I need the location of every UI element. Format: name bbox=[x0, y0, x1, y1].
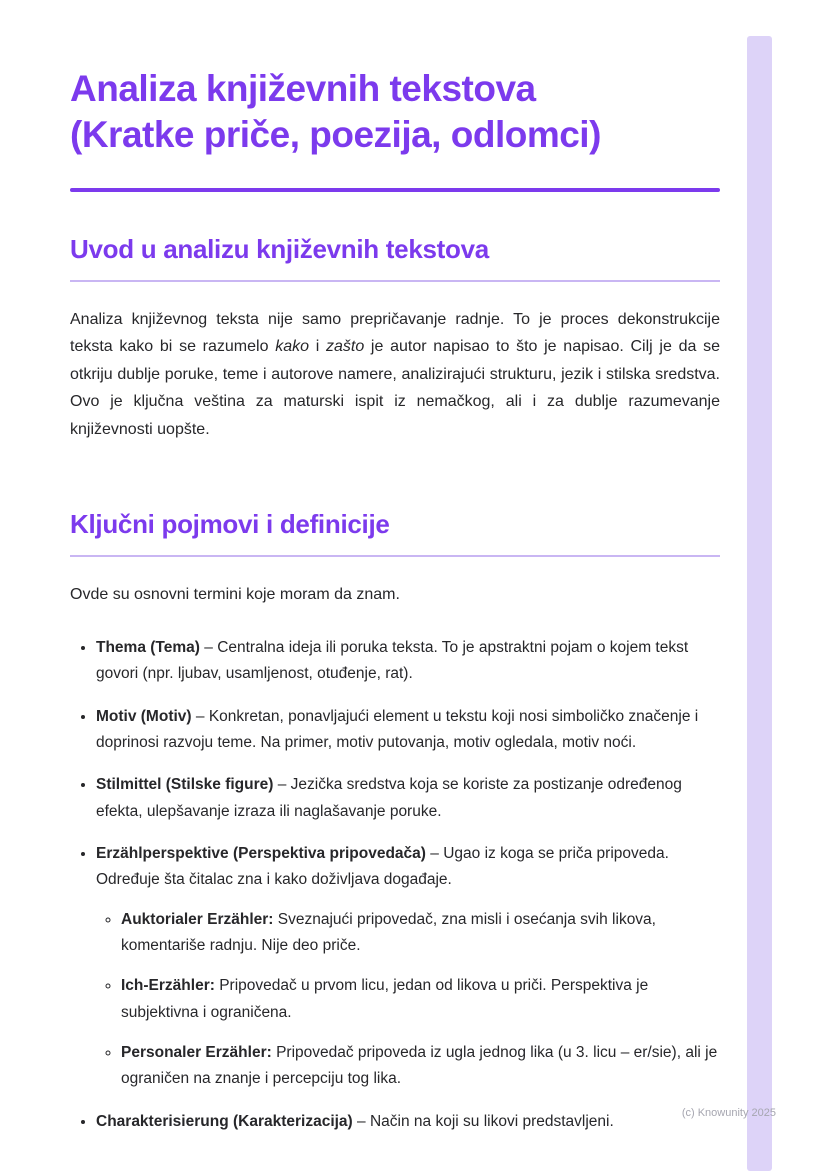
term-dash: – bbox=[204, 638, 213, 656]
term-item-stilmittel bbox=[96, 772, 720, 825]
term-label: Charakterisierung (Karakterizacija) bbox=[96, 1112, 353, 1130]
terms-list bbox=[70, 635, 720, 1135]
term-desc: Jezička sredstva koja se koriste za postizanje određenog efekta, ulepšavanje izraza ili naglašavanje poruke. bbox=[96, 776, 682, 820]
title-divider bbox=[70, 188, 720, 192]
page-accent-stripe bbox=[747, 36, 772, 1171]
intro-text-2: i bbox=[308, 338, 326, 356]
sub-term-desc: Sveznajući pripovedač, zna misli i osećanja svih likova, komentariše radnju. Nije deo priče. bbox=[121, 910, 656, 954]
intro-italic-kako: kako bbox=[275, 338, 309, 356]
sub-term-label: Ich-Erzähler: bbox=[121, 977, 215, 995]
section-heading-pojmovi: Ključni pojmovi i definicije bbox=[70, 509, 720, 557]
copyright-footer: (c) Knowunity 2025 bbox=[681, 1107, 776, 1119]
term-item-charakterisierung bbox=[96, 1109, 720, 1135]
intro-text-3: je autor napisao to što je napisao. Cilj je da se otkriju dublje poruke, teme i autorove namere, analizirajući strukturu, jezik i stilska sredstva. Ovo je ključna veština za maturski ispit iz nemačkog, ali i za dublje razumevanje književnosti uopšte. bbox=[70, 338, 720, 438]
term-desc: Ugao iz koga se priča pripoveda. Određuje šta čitalac zna i kako doživljava događaje. bbox=[96, 844, 669, 889]
term-desc: Centralna ideja ili poruka teksta. To je apstraktni pojam o kojem tekst govori (npr. ljubav, usamljenost, otuđenje, rat). bbox=[96, 638, 689, 683]
sub-term-label: Auktorialer Erzähler: bbox=[121, 910, 274, 928]
sub-item-ich-erzaehler bbox=[121, 973, 720, 1026]
terms-intro: Ovde su osnovni termini koje moram da znam. bbox=[70, 586, 400, 604]
sub-term-label: Personaler Erzähler: bbox=[121, 1043, 272, 1061]
term-item-thema bbox=[96, 635, 720, 688]
sub-item-auktorialer bbox=[121, 907, 720, 960]
section-heading-uvod: Uvod u analizu književnih tekstova bbox=[70, 234, 720, 282]
term-label: Stilmittel (Stilske figure) bbox=[96, 776, 274, 794]
document-content bbox=[70, 66, 720, 1151]
sub-term-desc: Pripovedač pripoveda iz ugla jednog lika (u 3. licu – er/sie), ali je ograničen na znanje i percepciju tog lika. bbox=[121, 1043, 718, 1088]
intro-text-1: Analiza književnog teksta nije samo prepričavanje radnje. To je proces dekonstrukcije teksta kako bi se razumelo bbox=[70, 310, 720, 356]
term-dash: – bbox=[430, 844, 439, 862]
sub-item-personaler bbox=[121, 1040, 720, 1093]
sub-term-desc: Pripovedač u prvom licu, jedan od likova u priči. Perspektiva je subjektivna i ograničena. bbox=[121, 977, 649, 1021]
term-label: Motiv (Motiv) bbox=[96, 707, 192, 725]
intro-paragraph bbox=[70, 306, 720, 444]
term-label: Thema (Tema) bbox=[96, 638, 200, 656]
term-dash: – bbox=[195, 707, 205, 725]
term-item-motiv bbox=[96, 704, 720, 757]
term-dash: – bbox=[357, 1112, 366, 1130]
term-desc: Konkretan, ponavljajući element u tekstu koji nosi simboličko značenje i doprinosi razvoju teme. Na primer, motiv putovanja, motiv ogledala, motiv noći. bbox=[96, 707, 699, 751]
intro-italic-zasto: zašto bbox=[325, 338, 365, 356]
term-desc: Način na koji su likovi predstavljeni. bbox=[369, 1112, 614, 1130]
term-label: Erzählperspektive (Perspektiva pripovedača) bbox=[96, 844, 426, 862]
perspective-sublist bbox=[96, 907, 720, 1093]
page-title: Analiza književnih tekstova (Kratke priče, poezija, odlomci) bbox=[70, 68, 601, 155]
term-dash: – bbox=[277, 776, 287, 794]
term-item-erzaehlperspektive bbox=[96, 841, 720, 1093]
